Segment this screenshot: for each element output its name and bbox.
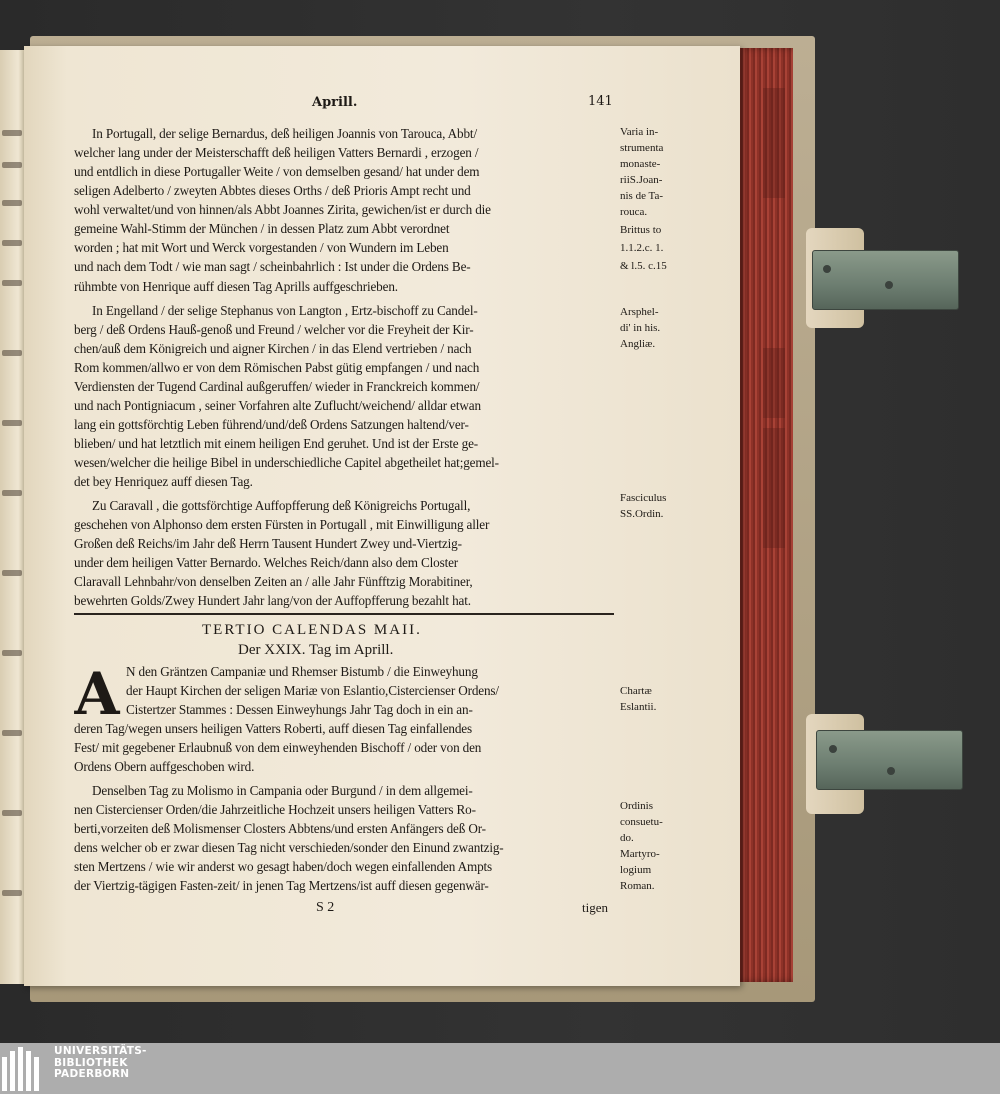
- left-neighbour-page: [0, 50, 27, 984]
- text-line: Ordens Obern auffgeschoben wird.: [74, 759, 255, 774]
- margin-note: Arsphel-: [620, 306, 659, 318]
- text-line: welcher lang under der Meisterschafft deß heiligen Vatters Bernardi , erzogen /: [74, 145, 479, 160]
- section-subheading: Der XXIX. Tag im Aprill.: [238, 642, 394, 658]
- text-line: Verdiensten der Tugend Cardinal außgeruffen/ wieder in Franckreich kommen/: [74, 379, 480, 394]
- text-line: der Haupt Kirchen der seligen Mariæ von Eslantio,Cistercienser Ordens/: [126, 683, 499, 698]
- margin-note: Fasciculus: [620, 492, 667, 504]
- running-title: Aprill.: [312, 95, 358, 110]
- text-line: Großen deß Reichs/im Jahr deß Herrn Tausent Hundert Zwey und-Viertzig-: [74, 536, 462, 551]
- margin-note: nis de Ta-: [620, 190, 664, 202]
- text-line: seligen Adelberto / zweyten Abbtes dieses Orths / deß Prioris Ampt recht und: [74, 183, 471, 198]
- section-heading: TERTIO CALENDAS MAII.: [202, 622, 422, 638]
- text-line: chen/auß dem Königreich und aigner Kirchen / in das Elend vertrieben / nach: [74, 341, 472, 356]
- text-line: geschehen von Alphonso dem ersten Fürsten in Portugall , mit Einwilligung aller: [74, 517, 490, 532]
- signature-mark: S 2: [316, 900, 335, 915]
- margin-note: Angliæ.: [620, 338, 656, 350]
- margin-note: Roman.: [620, 880, 655, 892]
- library-name-line: UNIVERSITÄTS-: [54, 1045, 147, 1057]
- red-page-edges: [735, 48, 793, 982]
- text-line: lang ein gottsförchtig Leben führend/und/deß Ordens Satzungen haltend/ver-: [74, 417, 469, 432]
- margin-note: 1.1.2.c. 1.: [620, 242, 664, 254]
- text-line: N den Gräntzen Campaniæ und Rhemser Bistumb / die Einweyhung: [126, 664, 478, 679]
- margin-note: monaste-: [620, 158, 661, 170]
- text-line: berti,vorzeiten deß Molismenser Closters Abbtens/und ersten Anfängers deß Or-: [74, 821, 486, 836]
- text-line: deren Tag/wegen unsers heiligen Vatters Roberti, auff diesen Tag einfallendes: [74, 721, 472, 736]
- library-logo-icon: [2, 1047, 46, 1091]
- text-line: Rom kommen/allwo er von dem Römischen Pabst gütig empfangen / und nach: [74, 360, 480, 375]
- margin-note: di' in his.: [620, 322, 661, 334]
- text-line: und nach dem Todt / wie man sagt / scheinbahrlich : Ist under die Ordens Be-: [74, 259, 471, 274]
- text-line: und entdlich in diese Portugaller Weite / von demselben gesand/ hat under dem: [74, 164, 480, 179]
- margin-note: Ordinis: [620, 800, 653, 812]
- text-line: In Portugall, der selige Bernardus, deß heiligen Joannis von Tarouca, Abbt/: [92, 126, 477, 141]
- text-line: nen Cistercienser Orden/die Jahrzeitliche Hochzeit unsers heiligen Vatters Ro-: [74, 802, 476, 817]
- margin-note: Brittus to: [620, 224, 662, 236]
- footer-bar: [0, 1043, 1000, 1094]
- text-line: det bey Henriquez auff diesen Tag.: [74, 474, 253, 489]
- text-line: under dem heiligen Vatter Bernardo. Welches Reich/dann also dem Closter: [74, 555, 459, 570]
- text-line: wohl verwaltet/und von hinnen/als Abbt Joannes Zirita, gewichen/ist er durch die: [74, 202, 491, 217]
- text-line: In Engelland / der selige Stephanus von Langton , Ertz-bischoff zu Candel-: [92, 303, 478, 318]
- margin-note: Chartæ: [620, 685, 652, 697]
- margin-note: strumenta: [620, 142, 664, 154]
- catchword: tigen: [582, 900, 608, 915]
- text-line: gemeine Wahl-Stimm der München / in dessen Platz zum Abbt verordnet: [74, 221, 450, 236]
- text-line: Denselben Tag zu Molismo in Campania oder Burgund / in dem allgemei-: [92, 783, 473, 798]
- margin-note: Martyro-: [620, 848, 660, 860]
- margin-note: SS.Ordin.: [620, 508, 664, 520]
- text-line: Cistertzer Stammes : Dessen Einweyhungs Jahr Tag doch in ein an-: [126, 702, 473, 717]
- text-line: berg / deß Ordens Hauß-genoß und Freund / welcher vor die Freyheit der Kir-: [74, 322, 474, 337]
- text-line: Claravall Lehnbahr/von denselben Zeiten an / alle Jahr Fünfftzig Morabitiner,: [74, 574, 473, 589]
- text-line: Zu Caravall , die gottsförchtige Auffopfferung deß Königreichs Portugall,: [92, 498, 471, 513]
- section-rule: [74, 613, 614, 615]
- library-name: [54, 1046, 147, 1081]
- text-line: worden ; hat mit Wort und Werck vorgestanden / von Wundern im Leben: [74, 240, 449, 255]
- text-line: dens welcher ob er zwar diesen Tag nicht verschieden/sonder den Einund zwantzig-: [74, 840, 504, 855]
- margin-note: logium: [620, 864, 652, 876]
- text-line: Fest/ mit gegebener Erlaubnuß von dem einweyhenden Bischoff / oder von den: [74, 740, 482, 755]
- text-line: wesen/welcher die heilige Bibel in underschiedliche Capitel abgetheilet hat;gemel-: [74, 455, 499, 470]
- library-name-line: BIBLIOTHEK: [54, 1056, 128, 1069]
- margin-note: do.: [620, 832, 634, 844]
- clasp-upper: [812, 250, 959, 310]
- text-line: bewehrten Golds/Zwey Hundert Jahr lang/von der Auffopfferung bezahlt hat.: [74, 593, 471, 608]
- page-number: 141: [588, 94, 613, 109]
- decorated-initial: A: [74, 660, 120, 728]
- margin-note: riiS.Joan-: [620, 174, 663, 186]
- margin-note: rouca.: [620, 206, 648, 218]
- margin-note: Eslantii.: [620, 701, 657, 713]
- clasp-lower: [816, 730, 963, 790]
- margin-note: consuetu-: [620, 816, 663, 828]
- margin-note: Varia in-: [620, 126, 659, 138]
- text-line: der Viertzig-tägigen Fasten-zeit/ in jenen Tag Mertzens/ist auff diesen gegenwär-: [74, 878, 489, 893]
- text-line: blieben/ und hat letztlich mit einem heiligen End geruhet. Und ist der Erste ge-: [74, 436, 479, 451]
- text-line: rühmbte von Henrique auff diesen Tag Aprills auffgeschrieben.: [74, 279, 398, 294]
- text-line: sten Mertzens / wie wir anderst wo gesagt haben/doch wegen einfallenden Ampts: [74, 859, 493, 874]
- text-line: und nach Pontigniacum , seiner Vorfahren alte Zuflucht/weichend/ alldar etwan: [74, 398, 481, 413]
- margin-note: & l.5. c.15: [620, 260, 667, 272]
- library-name-line: PADERBORN: [54, 1068, 130, 1080]
